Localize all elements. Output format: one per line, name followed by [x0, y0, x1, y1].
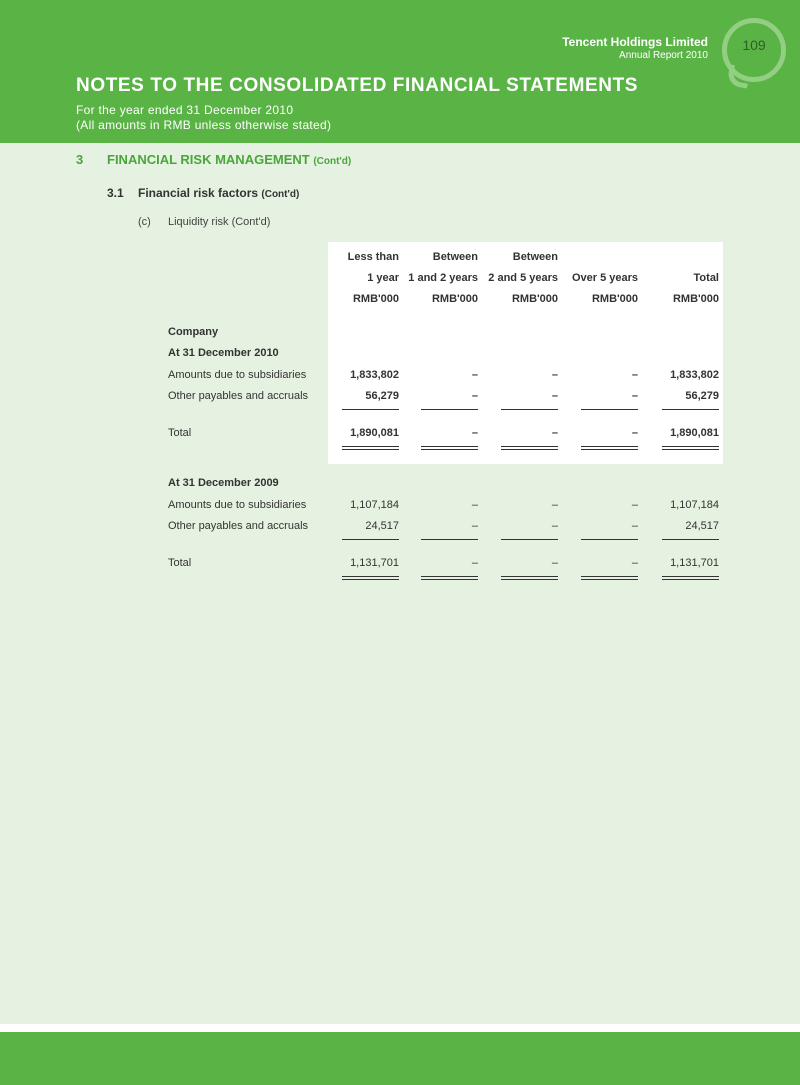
col-header-over5-line2: Over 5 years: [571, 272, 638, 284]
table-cell: –: [551, 369, 558, 381]
subsection-title-text: Financial risk factors: [138, 186, 259, 200]
table-cell: –: [631, 427, 638, 439]
table-cell: 56,279: [685, 390, 719, 402]
col-header-1-2-line2: 1 and 2 years: [408, 272, 478, 284]
table-cell: 1,833,802: [350, 369, 399, 381]
table-cell: –: [631, 369, 638, 381]
subtotal-rule: [501, 539, 558, 540]
table-cell: 24,517: [685, 520, 719, 532]
table-cell: 1,131,701: [350, 557, 399, 569]
total-double-rule: [342, 446, 399, 450]
subtotal-rule: [581, 539, 638, 540]
col-header-over5-unit: RMB'000: [591, 293, 638, 305]
col-header-less-than-unit: RMB'000: [352, 293, 399, 305]
page-title: NOTES TO THE CONSOLIDATED FINANCIAL STATEMENTS: [76, 75, 639, 96]
table-cell: 1,833,802: [670, 369, 719, 381]
table-cell: 1,107,184: [350, 499, 399, 511]
row-label: Amounts due to subsidiaries: [168, 369, 307, 381]
total-double-rule: [501, 576, 558, 580]
subtotal-rule: [421, 409, 478, 410]
subtotal-rule: [421, 539, 478, 540]
table-cell: –: [551, 520, 558, 532]
subtotal-rule: [662, 539, 719, 540]
total-label: Total: [168, 427, 192, 439]
table-cell: –: [631, 520, 638, 532]
subtotal-rule: [662, 409, 719, 410]
table-cell: –: [551, 427, 558, 439]
total-double-rule: [501, 446, 558, 450]
table-cell: –: [471, 520, 478, 532]
col-header-total-line2: Total: [693, 272, 719, 284]
table-cell: –: [551, 557, 558, 569]
col-header-less-than-line1: Less than: [347, 251, 399, 263]
table-cell: –: [631, 499, 638, 511]
col-header-1-2-unit: RMB'000: [431, 293, 478, 305]
col-header-2-5-line1: Between: [512, 251, 558, 263]
table-cell: 1,107,184: [670, 499, 719, 511]
row-label: Other payables and accruals: [168, 390, 309, 402]
table-cell: 1,131,701: [670, 557, 719, 569]
table-cell: –: [551, 390, 558, 402]
table-cell: –: [471, 557, 478, 569]
page-number: 109: [742, 37, 766, 53]
total-double-rule: [581, 446, 638, 450]
table-cell: –: [471, 390, 478, 402]
table-cell: 24,517: [365, 520, 399, 532]
subsection-cont: (Cont'd): [261, 189, 300, 200]
subtotal-rule: [342, 539, 399, 540]
table-cell: –: [631, 557, 638, 569]
item-title: Liquidity risk (Cont'd): [168, 216, 271, 228]
page-header-band: [0, 0, 800, 143]
total-double-rule: [581, 576, 638, 580]
subtotal-rule: [501, 409, 558, 410]
period-heading-2009: At 31 December 2009: [168, 477, 279, 489]
table-cell: –: [551, 499, 558, 511]
subtotal-rule: [342, 409, 399, 410]
table-cell: 56,279: [365, 390, 399, 402]
section-title-text: FINANCIAL RISK MANAGEMENT: [107, 152, 310, 167]
report-name: Annual Report 2010: [619, 50, 708, 61]
table-cell: –: [471, 499, 478, 511]
table-cell: 1,890,081: [670, 427, 719, 439]
col-header-total-unit: RMB'000: [672, 293, 719, 305]
item-letter: (c): [138, 216, 151, 228]
total-double-rule: [662, 446, 719, 450]
table-cell: –: [471, 427, 478, 439]
col-header-1-2-line1: Between: [432, 251, 478, 263]
subtotal-rule: [581, 409, 638, 410]
section-title: [107, 152, 351, 167]
company-name: Tencent Holdings Limited: [562, 35, 708, 49]
row-label: Other payables and accruals: [168, 520, 309, 532]
total-label: Total: [168, 557, 192, 569]
footer-gap: [0, 1024, 800, 1032]
currency-subtitle: (All amounts in RMB unless otherwise stated): [76, 118, 332, 132]
total-double-rule: [421, 576, 478, 580]
section-number: 3: [76, 152, 84, 167]
subsection-number: 3.1: [107, 186, 124, 200]
section-cont: (Cont'd): [313, 156, 352, 167]
col-header-less-than-line2: 1 year: [367, 272, 399, 284]
logo-tail-icon: [726, 64, 750, 88]
subsection-title: [138, 186, 299, 200]
total-double-rule: [662, 576, 719, 580]
col-header-2-5-unit: RMB'000: [511, 293, 558, 305]
entity-heading: Company: [168, 326, 219, 338]
table-cell: –: [471, 369, 478, 381]
table-cell: 1,890,081: [350, 427, 399, 439]
total-double-rule: [421, 446, 478, 450]
total-double-rule: [342, 576, 399, 580]
row-label: Amounts due to subsidiaries: [168, 499, 307, 511]
table-cell: –: [631, 390, 638, 402]
col-header-2-5-line2: 2 and 5 years: [488, 272, 558, 284]
page-footer-band: [0, 1032, 800, 1085]
period-heading-2010: At 31 December 2010: [168, 347, 279, 359]
period-subtitle: For the year ended 31 December 2010: [76, 103, 294, 117]
